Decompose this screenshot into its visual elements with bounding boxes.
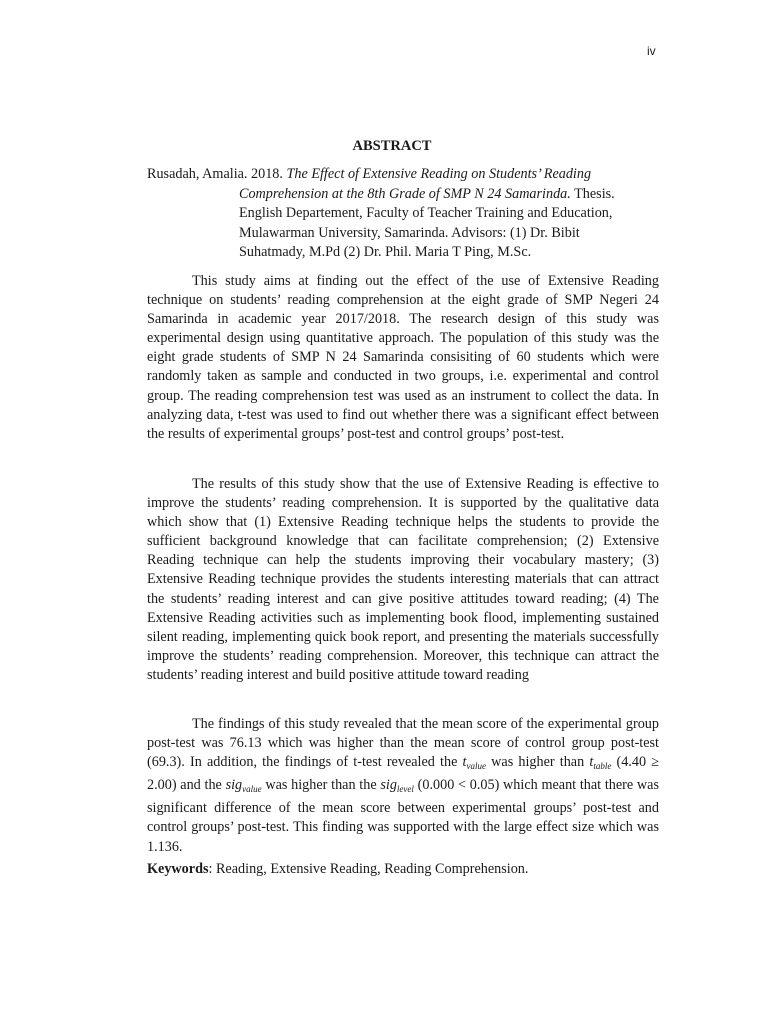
findings-text-2: was higher than [485, 754, 590, 771]
keywords-line [147, 861, 528, 878]
sig-value-subscript: value [242, 784, 262, 795]
t-value-symbol [463, 754, 486, 770]
abstract-heading: ABSTRACT [352, 138, 432, 154]
keywords-list: : Reading, Extensive Reading, Reading Comprehension. [208, 861, 529, 877]
bibliographic-reference [147, 165, 660, 263]
sig-level-symbol [380, 777, 414, 793]
sig-value-symbol [226, 777, 262, 793]
paragraph-1-text: This study aims at finding out the effect of the use of Extensive Reading technique on students’ reading comprehension at the eight grade of SMP Negeri 24 Samarinda in academic year 2017/2018. The research design of this study was experimental design using quantitative approach. The population of this study was the eight grade students of SMP N 24 Samarinda consisiting of 60 students which were randomly taken as sample and conducted in two groups, i.e. experimental and control group. The reading comprehension test was used as an instrument to collect the data. In analyzing data, t-test was used to find out whether there was a significant effect between the results of experimental groups’ post-test and control groups’ post-test. [147, 273, 659, 442]
reference-line-4: Mulawarman University, Samarinda. Advisors: (1) Dr. Bibit [239, 224, 580, 241]
t-table-letter: t [589, 754, 594, 771]
page-number: iv [647, 44, 656, 58]
t-value-subscript: value [466, 761, 486, 772]
t-table-symbol [589, 754, 611, 770]
thesis-title-part-2: Comprehension at the 8th Grade of SMP N 24 Samarinda. [239, 185, 571, 202]
reference-line-2 [147, 185, 660, 205]
findings-text-1: The findings of this study revealed that the mean score of the experimental group post-test was 76.13 which was higher than the mean score of control group post-test (69.3). In addition, the findings of t-test revealed the [147, 716, 659, 771]
reference-line-5: Suhatmady, M.Pd (2) Dr. Phil. Maria T Ping, M.Sc. [239, 244, 532, 261]
thesis-title-part-1: The Effect of Extensive Reading on Students’ Reading [286, 166, 592, 182]
reference-line-3: English Departement, Faculty of Teacher Training and Education, [239, 205, 613, 222]
findings-text-4: was higher than the [261, 777, 381, 794]
findings-text-3: (4.40 ≥ 2.00) and the [147, 754, 659, 794]
sig-value-letters: sig [225, 777, 243, 794]
reference-line-1 [147, 165, 660, 185]
paragraph-2-text: The results of this study show that the use of Extensive Reading is effective to improve the students’ reading comprehension. It is supported by the qualitative data which show that (1) Extensive Reading technique helps the students to provide the sufficient background knowledge that can facilitate comprehension; (2) Extensive Reading technique can help the students improving their vocabulary mastery; (3) Extensive Reading technique provides the students interesting materials that can attract the students’ reading interest and can give positive attitudes toward reading; (4) The Extensive Reading activities such as implementing book flood, implementing sustained silent reading, implementing quick book report, and presenting the materials successfully improve the students’ reading comprehension. Moreover, this technique can attract the students’ reading interest and build positive attitude toward reading [147, 476, 659, 683]
sig-level-letters: sig [380, 777, 397, 794]
findings-text-5: (0.000 < 0.05) which meant that there was significant difference of the mean score between experimental groups’ post-test and control groups’ post-test. This finding was supported with the large effect size which was 1.136. [147, 777, 659, 855]
sig-level-subscript: level [396, 784, 414, 795]
t-value-letter: t [462, 754, 467, 771]
paragraph-3-text [147, 715, 659, 857]
t-table-subscript: table [593, 761, 612, 772]
thesis-label: Thesis. [574, 185, 615, 202]
author-year: Rusadah, Amalia. 2018. [147, 166, 283, 182]
keywords-label: Keywords [147, 861, 209, 877]
abstract-paragraph-3 [147, 715, 659, 857]
abstract-paragraph-2 [147, 475, 659, 685]
abstract-paragraph-1 [147, 272, 659, 444]
